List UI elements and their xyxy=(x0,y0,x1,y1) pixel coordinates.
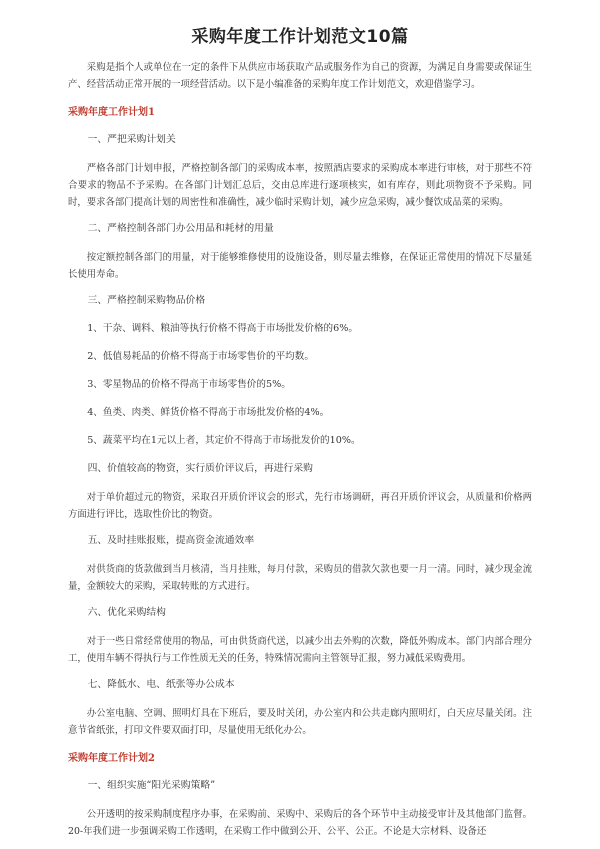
plan1-s4-body: 对于单价超过元的物资，采取召开质价评议会的形式，先行市场调研，再召开质价评议会，从质量和价格两方面进行评比，选取性价比的物资。 xyxy=(68,492,532,520)
plan2-s1-heading: 一、组织实施“阳光采购策略” xyxy=(87,780,216,791)
plan1-s3-item-4: 4、鱼类、肉类、鲜货价格不得高于市场批发价格的4%。 xyxy=(87,407,330,418)
plan1-title: 采购年度工作计划1 xyxy=(68,107,155,118)
plan1-s6-body: 对于一些日常经常使用的物品，可由供货商代送，以减少出去外购的次数，降低外购成本。部门内部合理分工，使用车辆不得执行与工作性质无关的任务，特殊情况需向主管领导汇报，努力减低采购费用。 xyxy=(68,636,532,664)
plan1-s1-heading: 一、严把采购计划关 xyxy=(87,134,176,145)
plan1-s4-heading: 四、价值较高的物资，实行质价评议后，再进行采购 xyxy=(87,463,313,474)
plan1-s3-item-3: 3、零星物品的价格不得高于市场零售价的5%。 xyxy=(87,379,291,390)
plan1-s7-heading: 七、降低水、电、纸张等办公成本 xyxy=(87,679,235,690)
plan1-s5-body: 对供货商的货款做到当月核清，当月挂账，每月付款，采购员的借款欠款也要一月一清。同时，减少现金流量，金额较大的采购，采取转账的方式进行。 xyxy=(68,564,532,592)
plan1-s5-heading: 五、及时挂账报账，提高资金流通效率 xyxy=(87,535,255,546)
plan1-s7-body: 办公室电脑、空调、照明灯具在下班后，要及时关闭，办公室内和公共走廊内照明灯，白天应尽量关闭。注意节省纸张，打印文件要双面打印，尽量使用无纸化办公。 xyxy=(68,708,532,736)
document-title: 采购年度工作计划范文10篇 xyxy=(191,27,409,47)
plan1-s1-body: 严格各部门计划申报，严格控制各部门的采购成本率，按照酒店要求的采购成本率进行审核，对于那些不符合要求的物品不予采购。在各部门计划汇总后，交由总库进行逐项核实，如有库存，则此项物资不予采购。同时，要求各部门提高计划的周密性和准确性，减少临时采购计划，减少应急采购，减少餐饮成品菜的采购。 xyxy=(68,163,532,208)
plan1-s2-heading: 二、严格控制各部门办公用品和耗材的用量 xyxy=(87,223,274,234)
plan1-s6-heading: 六、优化采购结构 xyxy=(87,607,166,618)
plan1-s2-body: 按定额控制各部门的用量，对于能够维修使用的设施设备，则尽量去维修，在保证正常使用的情况下尽量延长使用寿命。 xyxy=(68,252,532,280)
plan1-s3-item-2: 2、低值易耗品的价格不得高于市场零售价的平均数。 xyxy=(87,351,314,362)
plan2-s1-body: 公开透明的按采购制度程序办事，在采购前、采购中、采购后的各个环节中主动接受审计及其他部门监督。20-年我们进一步强调采购工作透明，在采购工作中做到公开、公平、公正。不论是大宗材料、设备还 xyxy=(68,809,532,837)
intro-paragraph: 采购是指个人或单位在一定的条件下从供应市场获取产品或服务作为自己的资源，为满足自身需要或保证生产、经营活动正常开展的一项经营活动。以下是小编准备的采购年度工作计划范文，欢迎借鉴学习。 xyxy=(68,62,532,90)
plan1-s3-heading: 三、严格控制采购物品价格 xyxy=(87,295,206,306)
plan2-title: 采购年度工作计划2 xyxy=(68,753,155,764)
plan1-s3-item-1: 1、干杂、调料、粮油等执行价格不得高于市场批发价格的6%。 xyxy=(87,323,358,334)
plan1-s3-item-5: 5、蔬菜平均在1元以上者，其定价不得高于市场批发价的10%。 xyxy=(87,435,361,446)
